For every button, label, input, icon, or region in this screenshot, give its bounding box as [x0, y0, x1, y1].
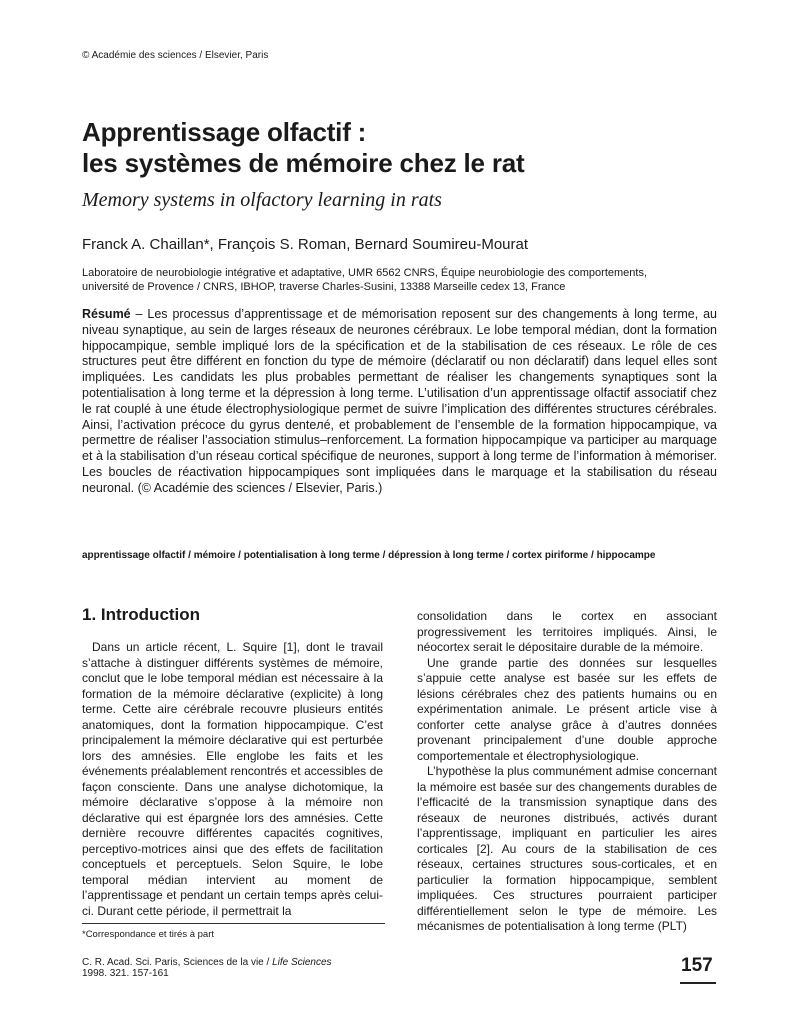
- page-number: 157: [681, 955, 713, 976]
- footnote: *Correspondance et tirés à part: [82, 929, 215, 940]
- abstract: [82, 307, 717, 497]
- journal-line-2: 1998. 321. 157-161: [82, 968, 169, 979]
- page-number-underline: [680, 982, 716, 984]
- body-paragraph: Dans un article récent, L. Squire [1], dont le travail s’attache à distinguer différents systèmes de mémoire, conclut que le lobe temporal médian est nécessaire à la formation de la mémoire déclarative (explicite) à long terme. Cette aire cérébrale recouvre plusieurs entités anatomiques, dont la formation hippocampique. C’est principalement la mémoire déclarative qui est perturbée lors des amnésies. Elle englobe les faits et les événements préalablement rencontrés et accessibles de façon consciente. Dans une analyse dichotomique, la mémoire déclarative s’oppose à la mémoire non déclarative qui est épargnée lors des amnésies. Cette dernière recouvre différentes capacités cognitives, perceptivo-motrices ainsi que des effets de facilitation conceptuels et perceptuels. Selon Squire, le lobe temporal médian intervient au moment de l’apprentissage et pendant un certain temps après celui-ci. Durant cette période, il permettrait la: [82, 640, 383, 918]
- author-list: Franck A. Chaillan*, François S. Roman, Bernard Soumireu-Mourat: [82, 236, 529, 253]
- abstract-label: Résumé: [82, 307, 131, 321]
- section-heading: 1. Introduction: [82, 605, 201, 624]
- footnote-divider: [82, 923, 385, 924]
- article-title: [82, 117, 722, 179]
- affiliation-line-1: Laboratoire de neurobiologie intégrative et adaptative, UMR 6562 CNRS, Équipe neurobiologie des comportements,: [82, 267, 648, 279]
- article-subtitle: Memory systems in olfactory learning in rats: [82, 189, 442, 211]
- left-column: [82, 640, 383, 919]
- journal-name: C. R. Acad. Sci. Paris, Sciences de la vie /: [82, 957, 273, 968]
- affiliation-line-2: université de Provence / CNRS, IBHOP, traverse Charles-Susini, 13388 Marseille cedex 13, France: [82, 281, 566, 293]
- body-paragraph: L’hypothèse la plus communément admise concernant la mémoire est basée sur des changements durables de l’efficacité de la transmission synaptique dans des réseaux de neurones distribués, activés durant l’apprentissage, impliquant en particulier les aires corticales [2]. Au cours de la stabilisation de ces réseaux, certaines structures sous-corticales, et en particulier la formation hippocampique, semblent impliquées. Ces structures pourraient participer différentiellement selon le type de mémoire. Les mécanismes de potentialisation à long terme (PLT): [417, 764, 717, 933]
- right-column: [417, 609, 717, 935]
- title-line-1: Apprentissage olfactif :: [82, 117, 367, 147]
- body-paragraph: Une grande partie des données sur lesquelles s’appuie cette analyse est basée sur les effets de lésions cérébrales chez des patients humains ou en expérimentation animale. Le présent article vise à conforter cette analyse grâce à d’autres données provenant principalement d’une double approche comportementale et électrophysiologique.: [417, 655, 717, 763]
- copyright-notice: © Académie des sciences / Elsevier, Paris: [82, 50, 269, 61]
- abstract-text: – Les processus d’apprentissage et de mémorisation reposent sur des changements à long terme, au niveau synaptique, au sein de larges réseaux de neurones cérébraux. Le lobe temporal médian, dont la formation hippocampique, semble impliqué lors de la spécification et de la stabilisation de ces réseaux. Le rôle de ces structures peut être différent en fonction du type de mémoire (déclaratif ou non déclaratif) dans lequel elles sont impliquées. Les candidats les plus probables permettant de réaliser les changements synaptiques sont la potentialisation à long terme et la dépression à long terme. L’utilisation d’un apprentissage olfactif associatif chez le rat couplé à une étude électrophysiologique permet de suivre l’implication des différentes structures cérébrales. Ainsi, l’activation précoce du gyrus denteлé, et probablement de l’ensemble de la formation hippocampique, va permettre de réaliser l’association stimulus–renforcement. La formation hippocampique va participer au marquage et à la stabilisation d’un réseau cortical spécifique de neurones, support à long terme de l’information à mémoriser. Les boucles de réactivation hippocampiques sont impliquées dans le marquage et la stabilisation du réseau neuronal. (© Académie des sciences / Elsevier, Paris.): [82, 307, 717, 495]
- journal-citation: [82, 957, 332, 979]
- body-paragraph: consolidation dans le cortex en associant progressivement les territoires impliqués. Ainsi, le néocortex serait le dépositaire durable de la mémoire.: [417, 609, 717, 654]
- affiliation: [82, 266, 702, 294]
- journal-line-1: [82, 957, 332, 968]
- keywords: apprentissage olfactif / mémoire / potentialisation à long terme / dépression à long terme / cortex piriforme / hippocampe: [82, 550, 656, 561]
- journal-subtitle: Life Sciences: [272, 957, 332, 968]
- title-line-2: les systèmes de mémoire chez le rat: [82, 148, 525, 178]
